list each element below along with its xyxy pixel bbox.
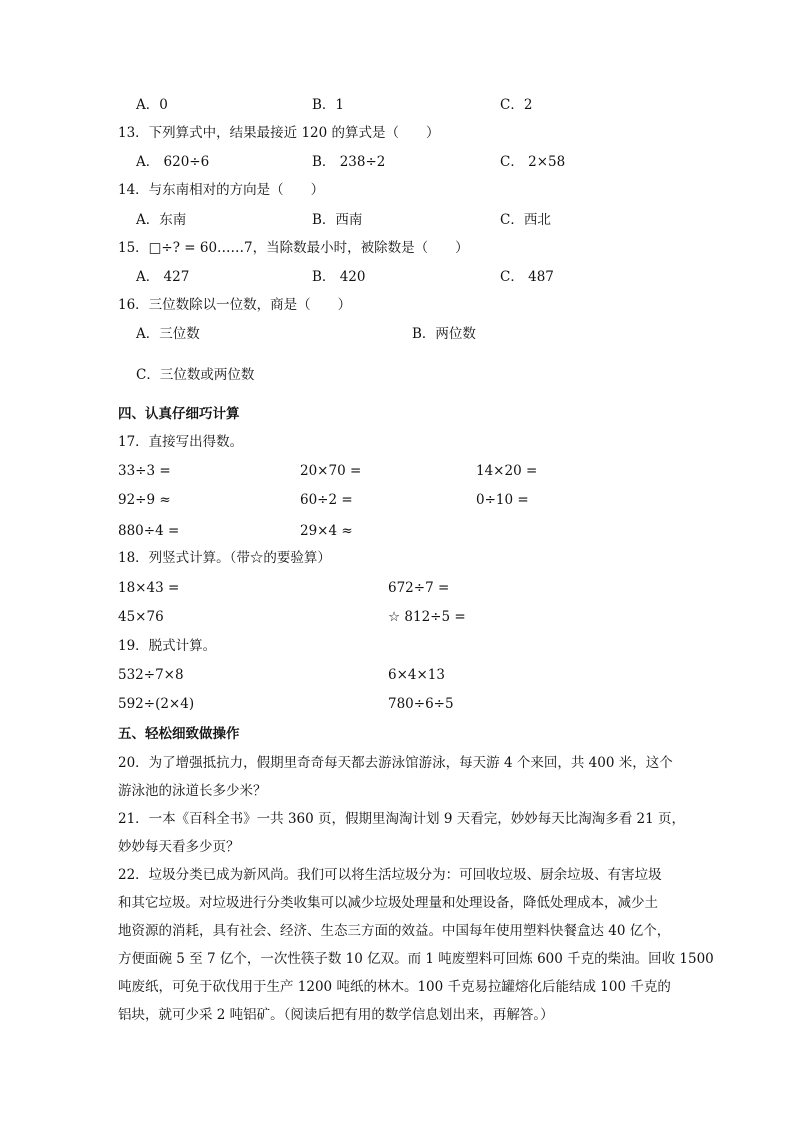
q17-stem: 17．直接写出得数。: [118, 434, 244, 450]
q18-expr: 18×43 =: [118, 580, 180, 596]
q22-line: 和其它垃圾。对垃圾进行分类收集可以减少垃圾处理量和处理设备，降低处理成本，减少土: [118, 895, 658, 911]
q21-line: 21．一本《百科全书》一共 360 页，假期里淘淘计划 9 天看完，妙妙每天比淘淘多看 21 页，: [118, 811, 685, 827]
q16-option-b: B．两位数: [412, 326, 476, 342]
q19-stem: 19．脱式计算。: [118, 638, 217, 654]
q19-expr: 6×4×13: [388, 667, 445, 683]
q22-line: 地资源的消耗，具有社会、经济、生态三方面的效益。中国每年使用塑料快餐盒达 40 亿个，: [118, 923, 671, 939]
q14-option-c: C．西北: [500, 212, 551, 228]
q15-option-c: C． 487: [500, 269, 554, 285]
q12-option-c: C．2: [500, 97, 533, 113]
q22-line: 铝块，就可少采 2 吨铝矿。（阅读后把有用的数学信息划出来，再解答。）: [118, 1007, 554, 1023]
q15-stem: 15．□÷? = 60……7，当除数最小时，被除数是（ ）: [118, 240, 469, 256]
q16-option-a: A．三位数: [136, 326, 200, 342]
q20-line: 20．为了增强抵抗力，假期里奇奇每天都去游泳馆游泳，每天游 4 个来回，共 400 米，这个: [118, 755, 673, 771]
q22-line: 22．垃圾分类已成为新风尚。我们可以将生活垃圾分为：可回收垃圾、厨余垃圾、有害垃圾: [118, 867, 662, 883]
q16-stem: 16．三位数除以一位数，商是（ ）: [118, 297, 352, 313]
q17-expr: 29×4 ≈: [300, 523, 353, 539]
q17-expr: 33÷3 =: [118, 463, 171, 479]
q12-option-b: B．1: [312, 97, 345, 113]
q22-line: 方便面碗 5 至 7 亿个，一次性筷子数 10 亿双。而 1 吨废塑料可回炼 600 千克的柴油。回收 1500: [118, 951, 714, 967]
q17-expr: 60÷2 =: [300, 492, 353, 508]
q12-option-a: A．0: [136, 97, 168, 113]
q13-option-a: A． 620÷6: [136, 154, 210, 170]
q16-option-c: C．三位数或两位数: [136, 367, 255, 383]
q19-expr: 592÷(2×4): [118, 696, 195, 712]
q19-expr: 780÷6÷5: [388, 696, 454, 712]
section-4-heading: 四、认真仔细巧计算: [118, 406, 240, 422]
q18-expr: 672÷7 =: [388, 580, 450, 596]
q13-option-c: C． 2×58: [500, 154, 566, 170]
q17-expr: 14×20 =: [476, 463, 538, 479]
q14-stem: 14．与东南相对的方向是（ ）: [118, 182, 325, 198]
q13-stem: 13．下列算式中，结果最接近 120 的算式是（ ）: [118, 125, 440, 141]
q14-option-b: B．西南: [312, 212, 363, 228]
section-5-heading: 五、轻松细致做操作: [118, 726, 240, 742]
q14-option-a: A．东南: [136, 212, 187, 228]
q15-option-b: B． 420: [312, 269, 366, 285]
q17-expr: 880÷4 =: [118, 523, 180, 539]
q17-expr: 20×70 =: [300, 463, 362, 479]
q19-expr: 532÷7×8: [118, 667, 184, 683]
q17-expr: 0÷10 =: [476, 492, 529, 508]
q13-option-b: B． 238÷2: [312, 154, 386, 170]
q17-expr: 92÷9 ≈: [118, 492, 171, 508]
q21-line: 妙妙每天看多少页？: [118, 839, 240, 855]
q15-option-a: A． 427: [136, 269, 190, 285]
q20-line: 游泳池的泳道长多少米？: [118, 783, 267, 799]
q18-expr: 45×76: [118, 609, 164, 625]
q18-expr-verify: ☆ 812÷5 =: [388, 609, 466, 625]
q22-line: 吨废纸，可免于砍伐用于生产 1200 吨纸的林木。100 千克易拉罐熔化后能结成 100 千克的: [118, 979, 671, 995]
q18-stem: 18．列竖式计算。（带☆的要验算）: [118, 550, 331, 566]
